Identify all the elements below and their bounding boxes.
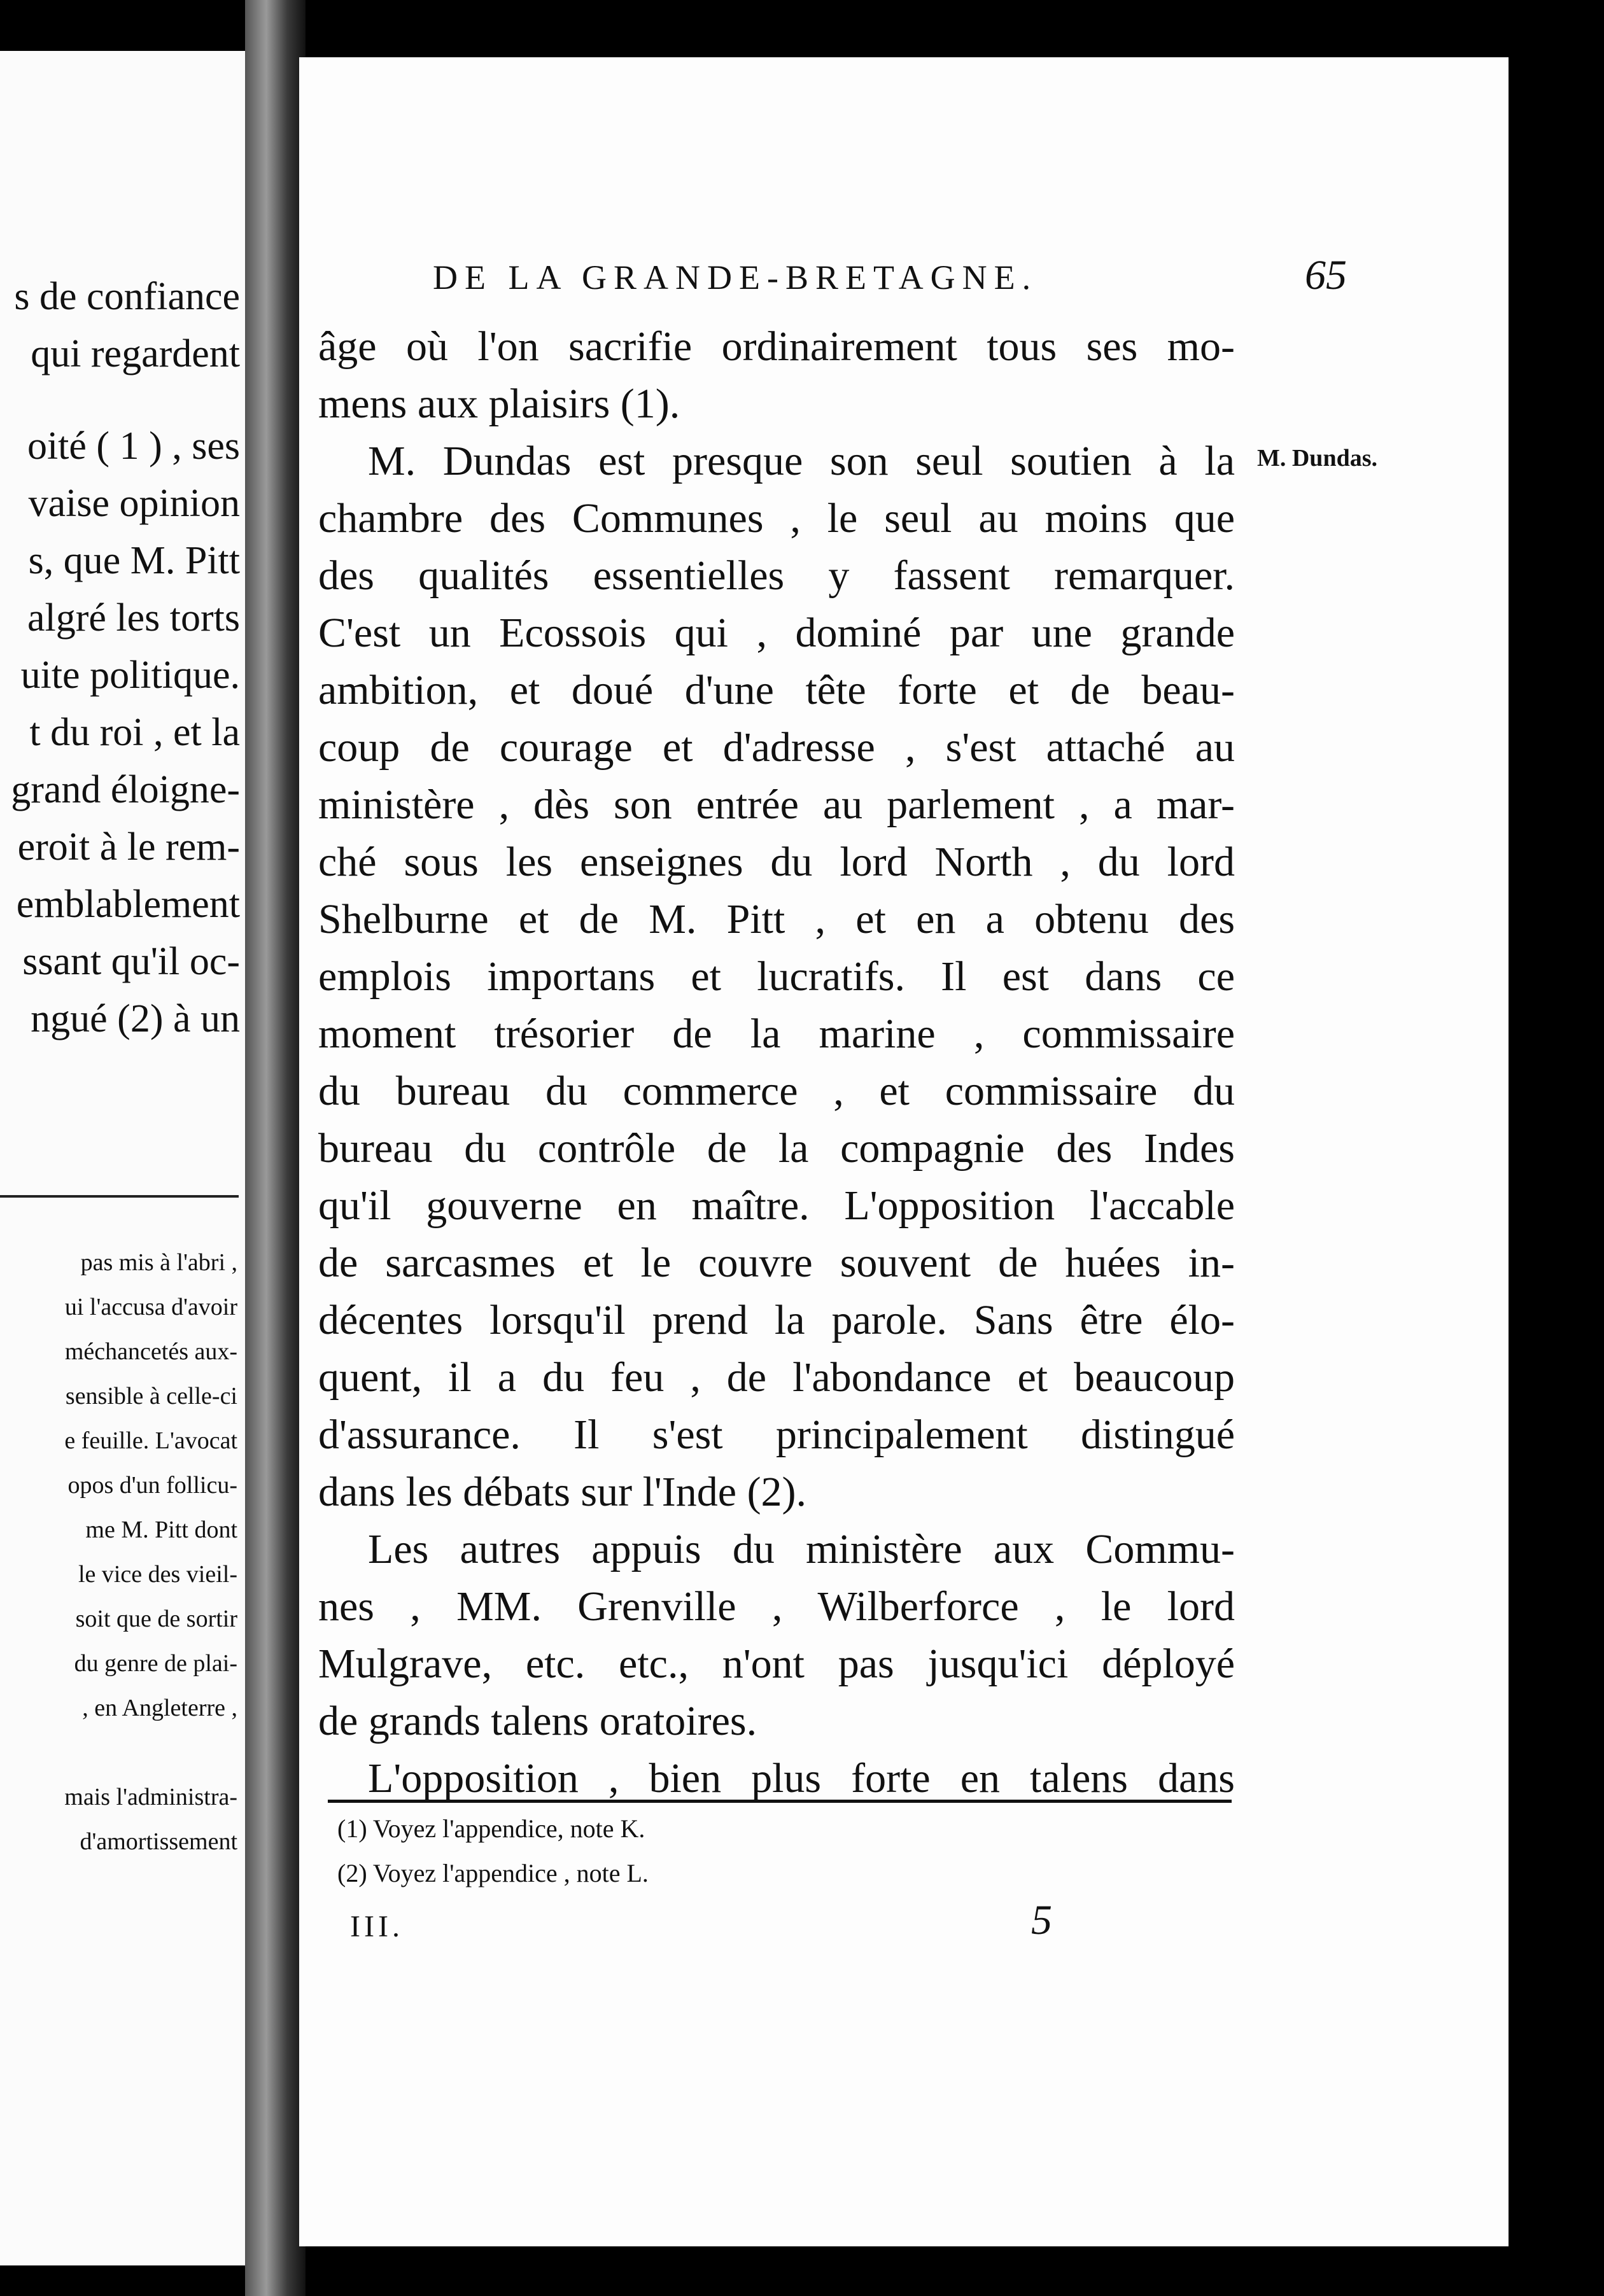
margin-note: M. Dundas. [1257, 445, 1377, 472]
text-line: décentes lorsqu'il prend la parole. Sans être élo- [318, 1297, 1235, 1343]
footnote: (1) Voyez l'appendice, note K. [337, 1814, 645, 1843]
left-footnote-line: méchancetés aux- [64, 1338, 237, 1365]
previous-page-fragment [0, 51, 245, 2265]
left-footnote-line: d'amortissement [80, 1828, 237, 1855]
text-line: ché sous les enseignes du lord North , du lord [318, 839, 1235, 885]
left-footnote-line: me M. Pitt dont [85, 1516, 237, 1543]
text-line: moment trésorier de la marine , commissaire [318, 1011, 1235, 1057]
text-line: Shelburne et de M. Pitt , et en a obtenu des [318, 896, 1235, 942]
text-line: mens aux plaisirs (1). [318, 381, 680, 427]
text-line: chambre des Communes , le seul au moins que [318, 495, 1235, 542]
left-footnote-line: pas mis à l'abri , [80, 1249, 237, 1276]
sheet-number: 5 [1031, 1897, 1052, 1943]
text-line: quent, il a du feu , de l'abondance et beaucoup [318, 1354, 1235, 1401]
footnote-rule [328, 1800, 1232, 1803]
left-footnote-line: ui l'accusa d'avoir [64, 1294, 237, 1320]
left-footnote-line: du genre de plai- [74, 1650, 237, 1677]
text-line: qu'il gouverne en maître. L'opposition l'accable [318, 1182, 1235, 1229]
text-line: ministère , dès son entrée au parlement , a mar- [318, 781, 1235, 828]
text-line: dans les débats sur l'Inde (2). [318, 1469, 807, 1515]
left-footnote-line: sensible à celle-ci [65, 1383, 237, 1410]
left-footnote-rule [0, 1195, 239, 1198]
text-line: M. Dundas est presque son seul soutien à la [368, 438, 1235, 484]
left-footnote-line: opos d'un follicu- [67, 1472, 237, 1499]
text-line: L'opposition , bien plus forte en talens dans [368, 1755, 1235, 1802]
text-line: bureau du contrôle de la compagnie des Indes [318, 1125, 1235, 1172]
text-line: emplois importans et lucratifs. Il est dans ce [318, 953, 1235, 1000]
left-footnote-line: , en Angleterre , [82, 1695, 237, 1721]
left-text-line: vaise opinion [28, 482, 240, 525]
running-head: DE LA GRANDE-BRETAGNE. [433, 258, 1038, 297]
left-text-line: qui regardent [31, 332, 240, 375]
left-footnote-line: mais l'administra- [64, 1784, 237, 1810]
text-line: ambition, et doué d'une tête forte et de beau- [318, 667, 1235, 713]
left-text-line: ssant qu'il oc- [22, 940, 240, 983]
left-text-line: t du roi , et la [29, 711, 240, 754]
left-footnote-line: le vice des vieil- [78, 1561, 237, 1588]
left-text-line: ngué (2) à un [31, 997, 240, 1040]
book-gutter [245, 0, 306, 2296]
text-line: du bureau du commerce , et commissaire du [318, 1068, 1235, 1114]
text-line: de grands talens oratoires. [318, 1698, 757, 1744]
text-line: d'assurance. Il s'est principalement distingué [318, 1411, 1235, 1458]
left-text-line: oité ( 1 ) , ses [27, 424, 240, 468]
left-footnote-line: e feuille. L'avocat [64, 1427, 237, 1454]
text-line: des qualités essentielles y fassent remarquer. [318, 552, 1235, 599]
page-number: 65 [1305, 252, 1347, 298]
left-text-line: s de confiance [14, 275, 240, 318]
text-line: nes , MM. Grenville , Wilberforce , le lord [318, 1583, 1235, 1630]
left-text-line: eroit à le rem- [17, 825, 240, 869]
footnote: (2) Voyez l'appendice , note L. [337, 1859, 649, 1887]
left-footnote-line: soit que de sortir [75, 1606, 237, 1632]
left-text-line: grand éloigne- [11, 768, 240, 811]
text-line: C'est un Ecossois qui , dominé par une grande [318, 610, 1235, 656]
page-header [433, 252, 1521, 315]
signature-mark: III. [350, 1910, 404, 1943]
book-page [299, 57, 1509, 2246]
left-text-line: uite politique. [20, 654, 240, 697]
text-line: Les autres appuis du ministère aux Commu- [368, 1526, 1235, 1572]
left-text-line: algré les torts [27, 596, 240, 640]
text-line: de sarcasmes et le couvre souvent de huées in- [318, 1240, 1235, 1286]
text-line: âge où l'on sacrifie ordinairement tous ses mo- [318, 323, 1235, 370]
left-text-line: s, que M. Pitt [28, 539, 240, 582]
text-line: coup de courage et d'adresse , s'est attaché au [318, 724, 1235, 771]
text-line: Mulgrave, etc. etc., n'ont pas jusqu'ici déployé [318, 1641, 1235, 1687]
left-text-line: emblablement [16, 883, 240, 926]
